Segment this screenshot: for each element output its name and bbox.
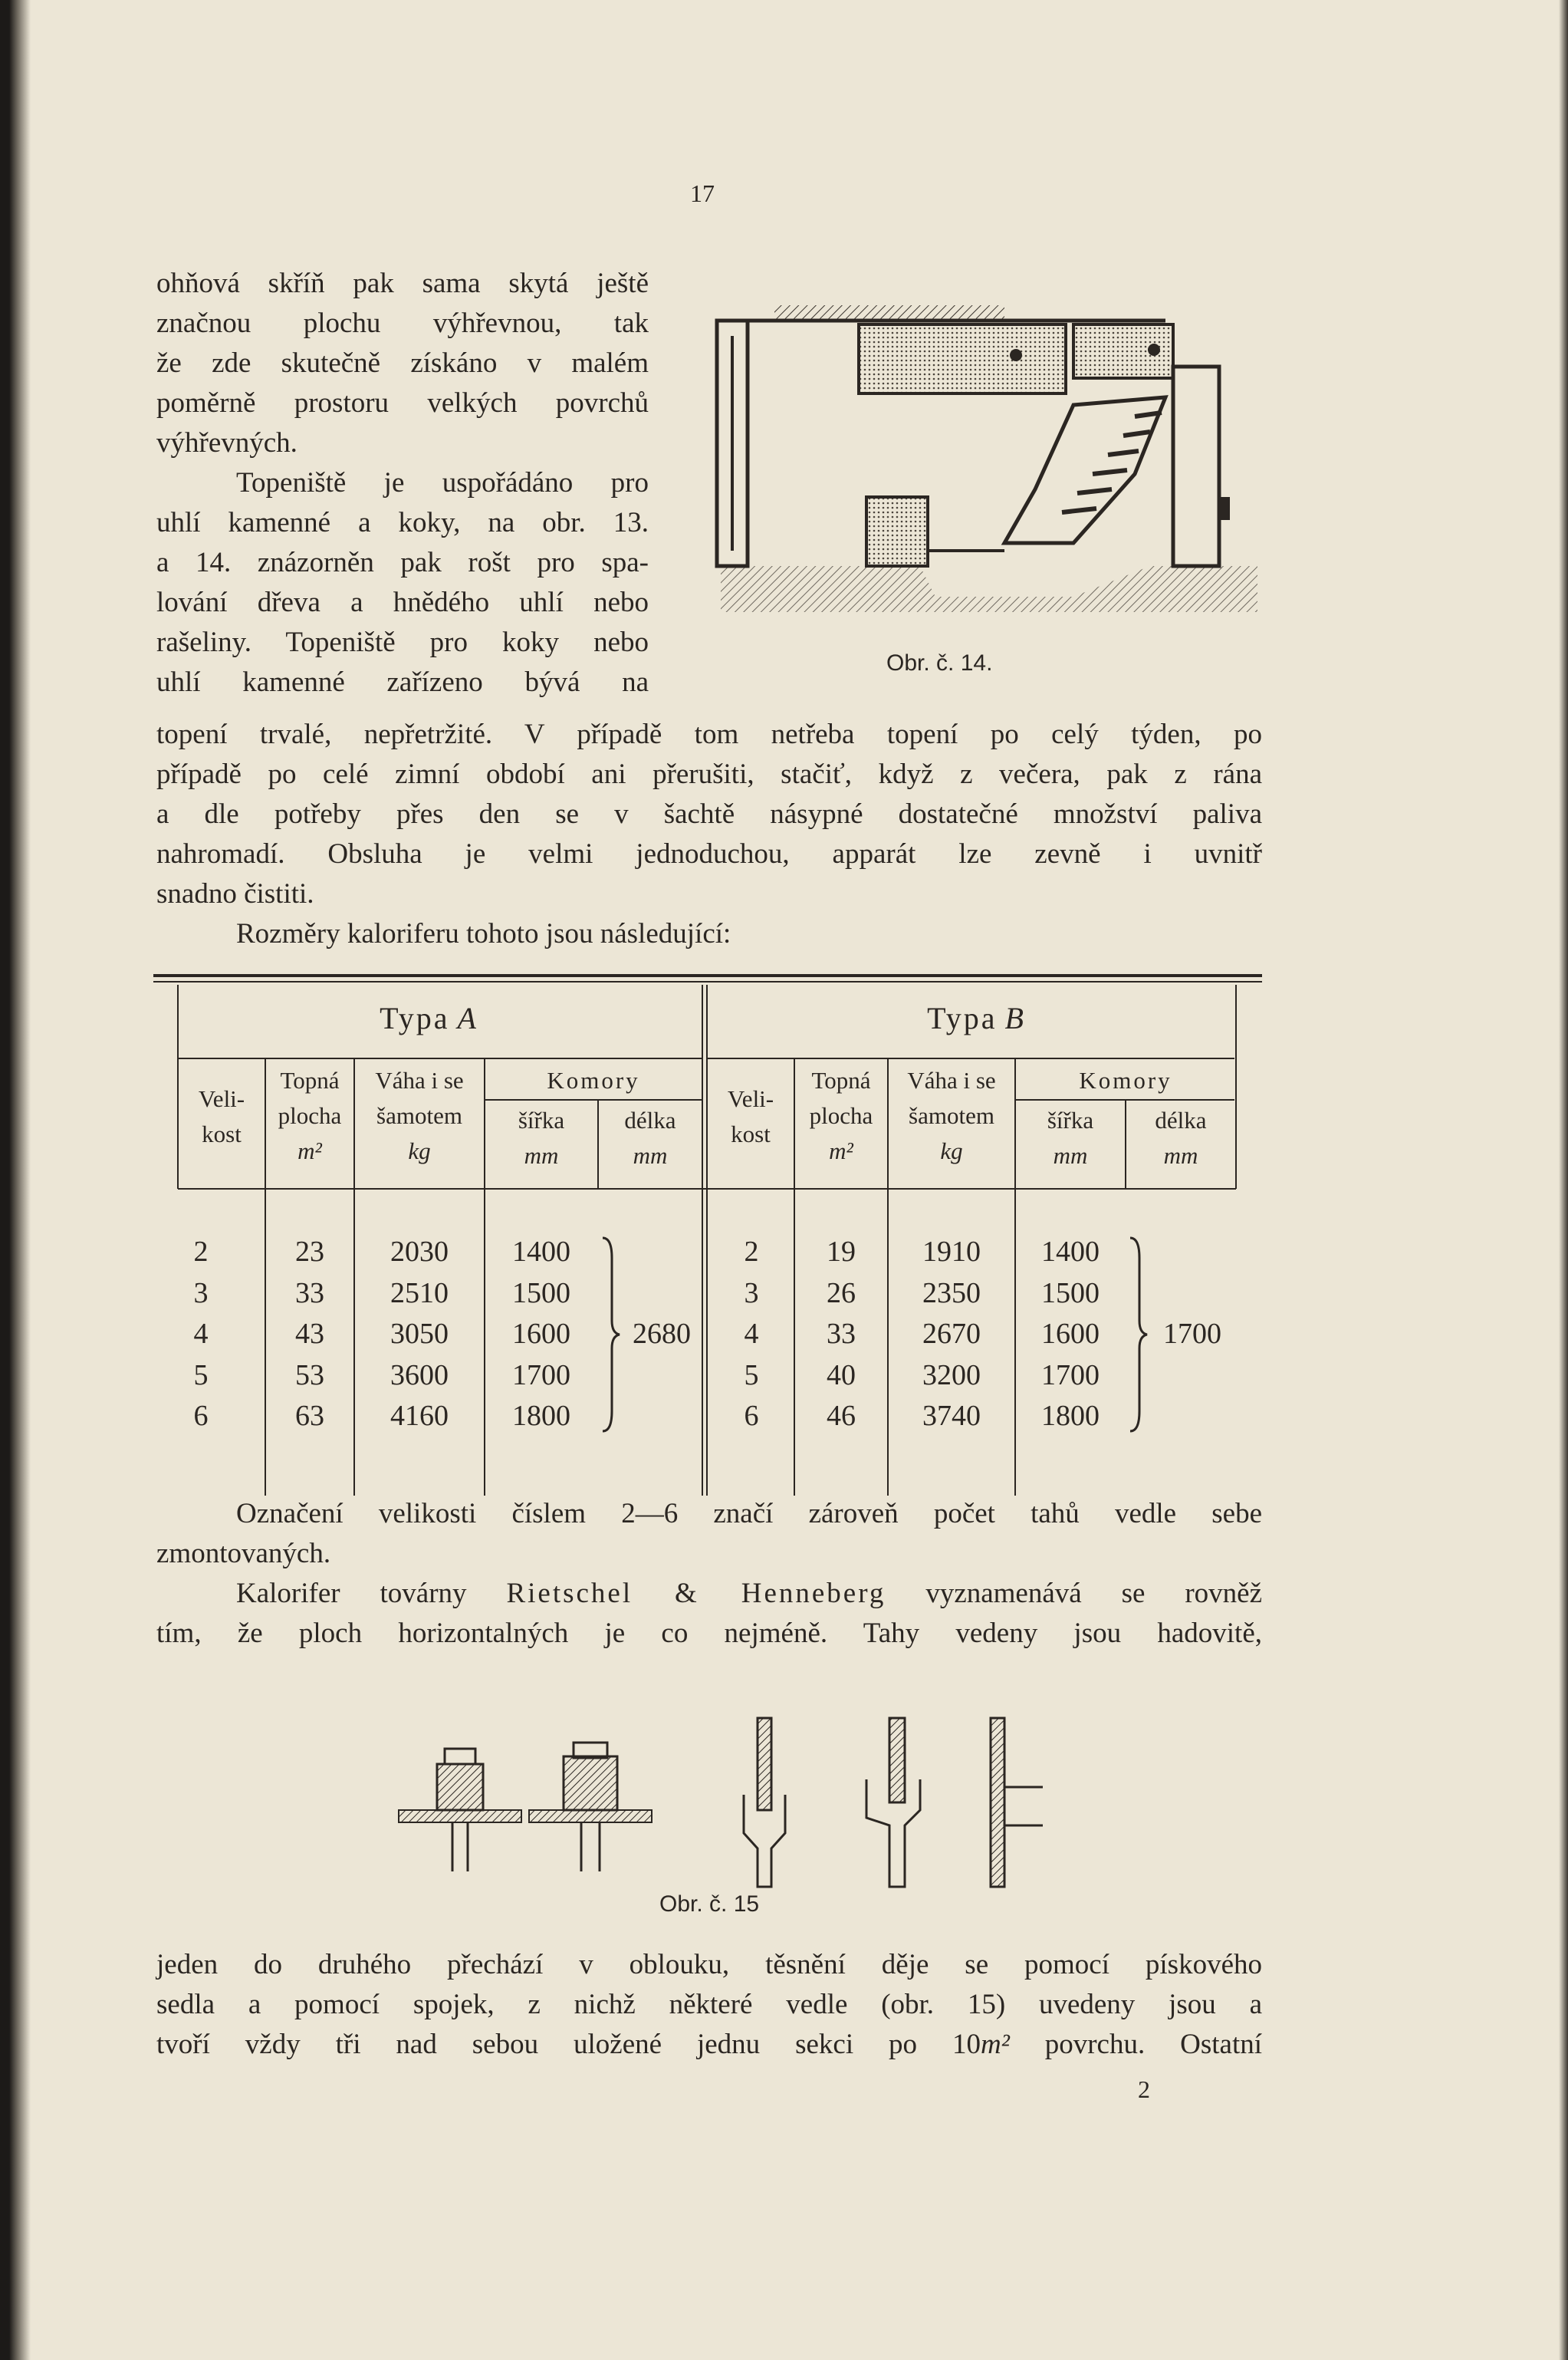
closing-paragraph <box>156 1945 1262 2065</box>
table-cell: 1400 <box>512 1236 570 1268</box>
col-delka-a <box>598 1103 702 1173</box>
header-line: kost <box>202 1121 242 1147</box>
header-line: plocha <box>809 1102 873 1129</box>
table-cell: 3050 <box>390 1318 449 1350</box>
table-cell: 40 <box>827 1358 856 1391</box>
after-table-paragraph <box>156 1494 1262 1654</box>
body-line: snadno čistiti. <box>156 878 314 910</box>
company-name: Rietschel & Henneberg <box>506 1578 886 1609</box>
table-cell: 2 <box>193 1236 209 1268</box>
header-unit: kg <box>940 1137 963 1164</box>
table-cell: 1800 <box>1041 1400 1100 1432</box>
table-cell: 1600 <box>512 1318 570 1350</box>
intro-line: Topeniště je uspořádáno pro <box>236 467 649 499</box>
col-delka-b <box>1126 1103 1236 1173</box>
intro-line: značnou plochu výhřevnou, tak <box>156 308 649 339</box>
table-cell: 5 <box>193 1358 209 1391</box>
body-line: zmontovaných. <box>156 1538 331 1569</box>
col-plocha-b <box>794 1063 888 1169</box>
figure-14-caption: Obr. č. 14. <box>886 650 993 676</box>
table-cell: 2510 <box>390 1276 449 1309</box>
header-unit: m² <box>829 1137 853 1164</box>
table-cell: 4 <box>193 1318 209 1350</box>
table-cell: 5 <box>744 1358 759 1391</box>
header-line: délka <box>1155 1107 1207 1134</box>
intro-line: lování dřeva a hnědého uhlí nebo <box>156 587 649 618</box>
header-line: Veli- <box>198 1085 245 1112</box>
header-line: šířka <box>1047 1107 1094 1134</box>
komory-b: Komory <box>1079 1067 1172 1094</box>
type-b-letter: B <box>1004 1001 1024 1035</box>
sirka-a-column <box>485 1232 598 1437</box>
table-cell: 1400 <box>1041 1236 1100 1268</box>
header-unit: mm <box>1053 1142 1088 1169</box>
intro-line: poměrně prostoru velkých povrchů <box>156 387 649 419</box>
col-velikost-a <box>178 1081 265 1152</box>
velikost-b-column <box>728 1232 774 1437</box>
body-line-with-unit <box>156 2025 1262 2065</box>
komory-a: Komory <box>547 1067 640 1094</box>
signature-mark: 2 <box>1138 2075 1150 2103</box>
figure-15-caption: Obr. č. 15 <box>659 1891 760 1917</box>
plocha-a-column <box>265 1232 354 1437</box>
table-cell: 2670 <box>922 1318 981 1350</box>
table-cell: 1500 <box>512 1276 570 1309</box>
table-cell: 2350 <box>922 1276 981 1309</box>
table-cell: 1700 <box>512 1358 570 1391</box>
table-cell: 6 <box>744 1400 759 1432</box>
brace-b <box>1127 1235 1150 1434</box>
col-vaha-a <box>354 1063 485 1169</box>
body-line: topení trvalé, nepřetržité. V případě tom netřeba topení po celý týden, po <box>156 719 1262 750</box>
body-line-with-name <box>156 1574 1262 1614</box>
table-cell: 1500 <box>1041 1276 1100 1309</box>
page-edge <box>1559 0 1568 2360</box>
delka-b-cell: 1700 <box>1163 1318 1221 1350</box>
intro-line: výhřevných. <box>156 427 297 459</box>
table-cell: 2030 <box>390 1236 449 1268</box>
unit-span: m² <box>980 2029 1010 2060</box>
plocha-b-column <box>794 1232 888 1437</box>
type-a-prefix: Typa <box>380 1001 450 1035</box>
col-sirka-b <box>1015 1103 1126 1173</box>
velikost-a-column <box>178 1232 224 1437</box>
table-cell: 3740 <box>922 1400 981 1432</box>
table-cell: 4 <box>744 1318 759 1350</box>
header-line: Veli- <box>727 1085 774 1112</box>
body-line: sedla a pomocí spojek, z nichž některé vedle (obr. 15) uvedeny jsou a <box>156 1989 1262 2020</box>
text-span: povrchu. Ostatní <box>1044 2029 1263 2060</box>
table-cell: 4160 <box>390 1400 449 1432</box>
delka-a-cell: 2680 <box>633 1318 691 1350</box>
header-line: Topná <box>280 1067 340 1094</box>
vaha-b-column <box>888 1232 1015 1437</box>
text-span: vyznamenává se rovněž <box>925 1578 1263 1609</box>
figure-14-illustration <box>675 290 1257 627</box>
col-vaha-b <box>888 1063 1015 1169</box>
intro-line: že zde skutečně získáno v malém <box>156 347 649 379</box>
body-line: Označení velikosti číslem 2—6 značí zároveň počet tahů vedle sebe <box>236 1498 1262 1529</box>
table-cell: 3200 <box>922 1358 981 1391</box>
header-unit: kg <box>408 1137 431 1164</box>
type-a-letter: A <box>457 1001 476 1035</box>
table-cell: 3600 <box>390 1358 449 1391</box>
intro-line: a 14. znázorněn pak rošt pro spa- <box>156 547 649 578</box>
table-cell: 3 <box>744 1276 759 1309</box>
table-cell: 46 <box>827 1400 856 1432</box>
table-cell: 1800 <box>512 1400 570 1432</box>
table-cell: 2 <box>744 1236 759 1268</box>
header-line: plocha <box>278 1102 342 1129</box>
col-velikost-b <box>707 1081 794 1152</box>
body-paragraph <box>156 715 1262 954</box>
header-line: Váha i se <box>375 1067 464 1094</box>
vaha-a-column <box>354 1232 485 1437</box>
table-cell: 1700 <box>1041 1358 1100 1391</box>
brace-a <box>600 1235 623 1434</box>
type-b-prefix: Typa <box>927 1001 998 1035</box>
header-unit: m² <box>297 1137 322 1164</box>
header-unit: mm <box>633 1142 668 1169</box>
table-cell: 43 <box>295 1318 324 1350</box>
body-line: tím, že ploch horizontalných je co nejméně. Tahy vedeny jsou hadovitě, <box>156 1618 1262 1649</box>
text-span: tvoří vždy tři nad sebou uložené jednu sekci po 10 <box>156 2029 981 2060</box>
book-gutter <box>0 0 31 2360</box>
body-line: případě po celé zimní období ani přerušiti, stačiť, když z večera, pak z rána <box>156 759 1262 790</box>
header-line: šamotem <box>376 1102 462 1129</box>
body-line: nahromadí. Obsluha je velmi jednoduchou, apparát lze zevně i uvnitř <box>156 838 1262 870</box>
header-unit: mm <box>524 1142 559 1169</box>
text-span: Kalorifer továrny <box>236 1578 467 1609</box>
table-cell: 3 <box>193 1276 209 1309</box>
type-b-title <box>707 1000 1244 1036</box>
table-cell: 6 <box>193 1400 209 1432</box>
header-line: šamotem <box>909 1102 994 1129</box>
table-cell: 53 <box>295 1358 324 1391</box>
table-cell: 33 <box>295 1276 324 1309</box>
intro-line: ohňová skříň pak sama skytá ještě <box>156 268 649 299</box>
table-cell: 19 <box>827 1236 856 1268</box>
header-line: délka <box>624 1107 676 1134</box>
table-cell: 26 <box>827 1276 856 1309</box>
table-intro: Rozměry kaloriferu tohoto jsou následující: <box>236 918 731 950</box>
intro-line: rašeliny. Topeniště pro koky nebo <box>156 627 649 658</box>
col-sirka-a <box>485 1103 598 1173</box>
page-number: 17 <box>690 179 715 207</box>
table-cell: 1600 <box>1041 1318 1100 1350</box>
header-line: Topná <box>811 1067 871 1094</box>
header-line: kost <box>731 1121 771 1147</box>
header-unit: mm <box>1163 1142 1198 1169</box>
figure-15-illustration <box>391 1710 1081 1894</box>
body-line: a dle potřeby přes den se v šachtě násypné dostatečné množství paliva <box>156 798 1262 830</box>
type-a-title <box>153 1000 702 1036</box>
intro-line: uhlí kamenné zařízeno bývá na <box>156 667 649 698</box>
table-cell: 63 <box>295 1400 324 1432</box>
table-cell: 23 <box>295 1236 324 1268</box>
sirka-b-column <box>1015 1232 1126 1437</box>
header-line: Váha i se <box>907 1067 996 1094</box>
intro-column <box>156 264 649 703</box>
col-plocha-a <box>265 1063 354 1169</box>
body-line: jeden do druhého přechází v oblouku, těsnění děje se pomocí pískového <box>156 1949 1262 1980</box>
intro-line: uhlí kamenné a koky, na obr. 13. <box>156 507 649 538</box>
table-cell: 1910 <box>922 1236 981 1268</box>
table-cell: 33 <box>827 1318 856 1350</box>
header-line: šířka <box>518 1107 565 1134</box>
